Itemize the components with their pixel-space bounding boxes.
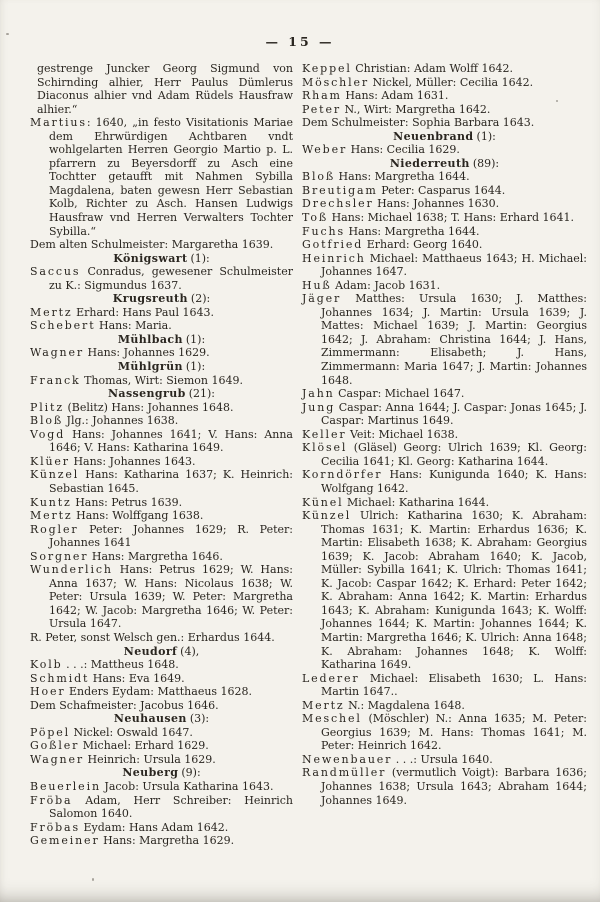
register-entry [302, 468, 587, 495]
entry-text: (vermutlich Voigt): Barbara 1636; Johannes 1638; Ursula 1643; Abraham 1644; Johannes 1649. [321, 766, 587, 807]
entry-text: Hans: Katharina 1637; K. Heinrich: Sebastian 1645. [49, 468, 293, 495]
place-name: Krugsreuth [112, 292, 188, 306]
surname: Jäger [302, 292, 342, 306]
surname: Schmidt [30, 671, 90, 685]
entry-text: Conradus, gewesener Schulmeister zu K.: Sigmundus 1637. [49, 265, 293, 292]
entry-text: Hans: Cecilia 1629. [347, 143, 460, 157]
surname: Drechsler [302, 197, 374, 211]
register-entry [30, 658, 293, 672]
surname: Bloß [302, 170, 336, 184]
surname: Rham [302, 89, 342, 103]
entry-text: N.: Magdalena 1648. [344, 698, 465, 712]
surname: Saccus [30, 265, 81, 279]
register-entry [302, 62, 587, 76]
section-heading [30, 333, 293, 347]
entry-count: (9): [181, 766, 201, 780]
surname: Franck [30, 373, 81, 387]
register-entry [30, 306, 293, 320]
entry-text: Nickel: Oswald 1647. [70, 725, 193, 739]
surname: Weber [302, 143, 348, 157]
register-entry [302, 225, 587, 239]
section-heading [30, 645, 293, 659]
register-entry [30, 563, 293, 631]
surname: Gemeiner [30, 834, 100, 848]
entry-text: Matthes: Ursula 1630; J. Matthes: Johannes 1634; J. Martin: Ursula 1639; J. Mattes: Michael 1639; J. Martin: Georgius 1642; J. Abraham: Christina 1644; J. Hans, Zimmermann: Elisabeth; J. Hans, Zimmermann: Maria 1647; J. Martin: Johannes 1648. [321, 292, 587, 387]
register-entry [30, 739, 293, 753]
register-entry [30, 496, 293, 510]
entry-text: Hans: Margretha 1644. [344, 224, 480, 238]
column-right [302, 62, 587, 848]
place-name: Neuenbrand [393, 129, 474, 143]
entry-text: Ulrich: Katharina 1630; K. Abraham: Thomas 1631; K. Martin: Erhardus 1636; K. Martin: Elisabeth 1638; K. Abraham: Georgius 1639; K. Jacob: Abraham 1640; K. Jacob, Müller: Sybilla 1641; K. Ulrich: Thomas 1641; K. Jacob: Caspar 1642; K. Erhard: Peter 1642; K. Abraham: Anna 1642; K. Martin: Erhardus 1643; K. Abraham: Kunigunda 1643; K. Wolff: Johannes 1644; K. Martin: Johannes 1644; K. Martin: Margretha 1646; K. Ulrich: Anna 1648; K. Abraham: Johannes 1648; K. Wolff: Katharina 1649. [321, 509, 587, 672]
register-entry [30, 509, 293, 523]
surname: Peter [302, 102, 341, 116]
entry-count: (2): [190, 292, 211, 306]
entry-text: Hans: Johannes 1643. [69, 454, 196, 468]
entry-count: (3): [189, 712, 210, 726]
surname: Klösel [302, 441, 348, 455]
entry-count: (89): [472, 156, 500, 170]
entry-text: Hans: Margretha 1629. [99, 834, 235, 848]
register-line: Dem alten Schulmeister: Margaretha 1639. [30, 238, 274, 252]
register-entry [302, 387, 587, 401]
surname: Breutigam [302, 183, 378, 197]
entry-text: Hans: Johannes 1629. [84, 346, 210, 360]
register-entry [30, 794, 293, 821]
text-columns [0, 49, 600, 848]
surname: Korndörfer [302, 468, 383, 482]
section-heading [30, 712, 293, 726]
column-left [30, 62, 293, 848]
entry-text: Heinrich: Ursula 1629. [84, 752, 216, 766]
register-entry [30, 374, 293, 388]
section-heading [30, 766, 293, 780]
entry-text: Adam, Herr Schreiber: Heinrich Salomon 1640. [49, 793, 293, 821]
section-heading [30, 360, 293, 374]
register-entry [302, 197, 587, 211]
register-entry [302, 252, 587, 279]
surname: Randmüller [302, 766, 387, 780]
surname: Fröba [30, 793, 73, 807]
register-entry [302, 279, 587, 293]
register-entry [30, 319, 293, 333]
surname: Heinrich [302, 251, 366, 265]
entry-text: Hans: Kunigunda 1640; K. Hans: Wolfgang 1642. [321, 468, 587, 495]
surname: Plitz [30, 400, 65, 414]
scan-speck [556, 100, 558, 102]
entry-text: : 1640, „in festo Visitationis Mariae dem Ehrwürdigen Achtbaren vndt wohlgelarten Herren Georgio Martio p. L. pfarrern zu Beyersdorff zu Asch eine Tochtter getaufft mit Nahmen Sybilla Magdalena, baten gewesn Herr Sebastian Kolb, Richter zu Asch. Hansen Ludwigs Hausfraw vnd Herren Verwalters Tochter Sybilla.“ [49, 116, 293, 238]
surname: Martius [30, 116, 87, 130]
place-name: Nassengrub [107, 387, 186, 401]
entry-text: Hans: Adam 1631. [341, 89, 449, 103]
surname: Keppel [302, 62, 352, 75]
register-entry [302, 238, 587, 252]
entry-text: Michael: Matthaeus 1643; H. Michael: Johannes 1647. [321, 251, 587, 279]
register-entry [30, 265, 293, 292]
surname: Lederer [302, 671, 360, 685]
entry-count: (1): [190, 251, 210, 265]
register-entry [302, 401, 587, 428]
register-entry [302, 292, 587, 387]
entry-text: Eydam: Hans Adam 1642. [79, 820, 229, 834]
register-entry [30, 401, 293, 415]
entry-text: Nickel, Müller: Cecilia 1642. [369, 75, 534, 89]
surname: Bloß [30, 414, 64, 428]
entry-text: Thomas, Wirt: Siemon 1649. [80, 373, 243, 387]
surname: Mertz [30, 305, 73, 319]
register-entry [302, 712, 587, 753]
entry-text: Hans: Margretha 1646. [88, 549, 223, 563]
surname: Kuntz [30, 495, 72, 509]
surname: Toß [302, 211, 329, 225]
surname: Beuerlein [30, 779, 101, 793]
surname: Fröbas [30, 820, 80, 834]
entry-text: Jacob: Ursula Katharina 1643. [100, 779, 274, 793]
entry-text: Hans: Wolffgang 1638. [72, 509, 204, 523]
place-name: Neuhausen [113, 712, 187, 726]
entry-text: . . .: Ursula 1640. [392, 752, 493, 766]
surname: Meschel [302, 712, 362, 726]
entry-text: (Möschler) N.: Anna 1635; M. Peter: Georgius 1639; M. Hans: Thomas 1641; M. Peter: Heinrich 1642. [321, 712, 587, 753]
entry-text: Erhard: Hans Paul 1643. [72, 305, 214, 319]
entry-text: Hans: Maria. [95, 319, 172, 333]
register-entry [30, 523, 293, 550]
register-entry [302, 211, 587, 225]
surname: Jung [302, 400, 336, 414]
section-heading [302, 157, 587, 171]
register-entry [30, 834, 293, 848]
entry-count: (1): [185, 332, 206, 346]
surname: Hoer [30, 685, 66, 699]
page-number: — 15 — [265, 34, 335, 49]
surname: Fuchs [302, 224, 345, 238]
register-entry [30, 414, 293, 428]
entry-text: Hans: Petrus 1639. [71, 495, 183, 509]
scan-speck [6, 33, 9, 35]
place-name: Königswart [113, 251, 188, 265]
register-entry [302, 496, 587, 510]
entry-text: N., Wirt: Margretha 1642. [340, 102, 491, 116]
surname: Kolb [30, 658, 63, 672]
register-entry [302, 184, 587, 198]
surname: Keller [302, 427, 347, 441]
entry-count: (1): [185, 360, 206, 374]
register-entry [302, 672, 587, 699]
entry-count: (1): [476, 129, 496, 143]
register-entry [30, 346, 293, 360]
register-entry [302, 428, 587, 442]
section-heading [30, 292, 293, 306]
entry-text: Erhard: Georg 1640. [363, 238, 483, 252]
surname: Mertz [30, 509, 73, 523]
entry-count: (4), [180, 644, 200, 658]
entry-text: Hans: Michael 1638; T. Hans: Erhard 1641. [328, 211, 574, 225]
register-entry [30, 753, 293, 767]
surname: Jahn [302, 387, 335, 401]
entry-text: Peter: Casparus 1644. [377, 183, 506, 197]
entry-text: Hans: Johannes 1630. [373, 197, 500, 211]
register-entry [30, 726, 293, 740]
entry-text: Caspar: Michael 1647. [334, 387, 465, 401]
register-entry [302, 509, 587, 672]
surname: Künzel [30, 468, 80, 482]
entry-text: Peter: Johannes 1629; R. Peter: Johannes 1641 [49, 522, 293, 550]
register-entry [30, 821, 293, 835]
register-line: R. Peter, sonst Welsch gen.: Erhardus 1644. [30, 630, 275, 644]
entry-text: Michael: Katharina 1644. [343, 495, 490, 509]
entry-count: (21): [188, 387, 216, 401]
place-name: Mühlgrün [117, 360, 183, 374]
place-name: Niederreuth [389, 156, 470, 170]
register-entry [302, 753, 587, 767]
register-entry [302, 441, 587, 468]
surname: Newenbauer [302, 752, 393, 766]
surname: Vogd [30, 427, 66, 441]
surname: Mertz [302, 698, 345, 712]
place-name: Mühlbach [117, 332, 183, 346]
surname: Künzel [302, 509, 352, 523]
surname: Möschler [302, 75, 370, 89]
register-entry [30, 550, 293, 564]
entry-text: Enders Eydam: Matthaeus 1628. [65, 685, 253, 699]
surname: Schebert [30, 319, 96, 333]
entry-text: Hans: Petrus 1629; W. Hans: Anna 1637; W. Hans: Nicolaus 1638; W. Peter: Ursula 1639; W. Peter: Margretha 1642; W. Jacob: Margretha 1646; W. Peter: Ursula 1647. [49, 563, 293, 631]
register-entry [30, 468, 293, 495]
continuation-paragraph: gestrenge Juncker Georg Sigmund von Schirnding alhier, Herr Paulus Dümlerus Diaconus alhier vnd Adam Rüdels Hausfraw alhier.“ [37, 62, 293, 116]
entry-text: Veit: Michael 1638. [346, 427, 459, 441]
surname: Rogler [30, 522, 79, 536]
entry-text: (Belitz) Hans: Johannes 1648. [64, 400, 234, 414]
register-line: Dem Schafmeister: Jacobus 1646. [30, 698, 219, 712]
register-entry [30, 685, 293, 699]
register-entry [302, 699, 587, 713]
place-name: Neudorf [123, 644, 178, 658]
section-heading [30, 387, 293, 401]
surname: Goßler [30, 739, 80, 753]
entry-text: Adam: Jacob 1631. [331, 278, 441, 292]
surname: Huß [302, 278, 332, 292]
register-line: Dem Schulmeister: Sophia Barbara 1643. [302, 116, 535, 130]
surname: Wunderlich [30, 563, 113, 577]
register-entry [30, 428, 293, 455]
section-heading [30, 252, 293, 266]
register-entry [302, 766, 587, 807]
entry-text: Christian: Adam Wolff 1642. [351, 62, 513, 75]
register-entry [302, 103, 587, 117]
register-entry [30, 455, 293, 469]
register-entry [302, 170, 587, 184]
entry-text: Caspar: Anna 1644; J. Caspar: Jonas 1645; J. Caspar: Martinus 1649. [321, 400, 587, 428]
entry-text: Michael: Erhard 1629. [79, 739, 209, 753]
entry-text: Jlg.: Johannes 1638. [63, 414, 179, 428]
scan-speck [92, 878, 94, 881]
section-heading [302, 130, 587, 144]
entry-text: Hans: Johannes 1641; V. Hans: Anna 1646; V. Hans: Katharina 1649. [49, 427, 293, 455]
entry-text: Hans: Margretha 1644. [335, 170, 470, 184]
entry-text: (Gläsel) Georg: Ulrich 1639; Kl. Georg: Cecilia 1641; Kl. Georg: Katharina 1644. [321, 441, 587, 468]
surname: Sorgner [30, 549, 89, 563]
surname: Künel [302, 495, 344, 509]
place-name: Neuberg [122, 766, 179, 780]
surname: Pöpel [30, 725, 70, 739]
surname: Klüer [30, 454, 70, 468]
surname: Wagner [30, 346, 85, 360]
register-entry [302, 89, 587, 103]
register-entry [30, 116, 293, 238]
entry-text: Michael: Elisabeth 1630; L. Hans: Martin 1647.. [321, 671, 587, 699]
register-entry [30, 672, 293, 686]
surname: Wagner [30, 752, 85, 766]
entry-text: Hans: Eva 1649. [89, 671, 185, 685]
entry-text: . . .: Mattheus 1648. [62, 658, 179, 672]
register-entry [30, 780, 293, 794]
register-entry [302, 76, 587, 90]
register-entry [302, 143, 587, 157]
surname: Gotfried [302, 238, 364, 252]
